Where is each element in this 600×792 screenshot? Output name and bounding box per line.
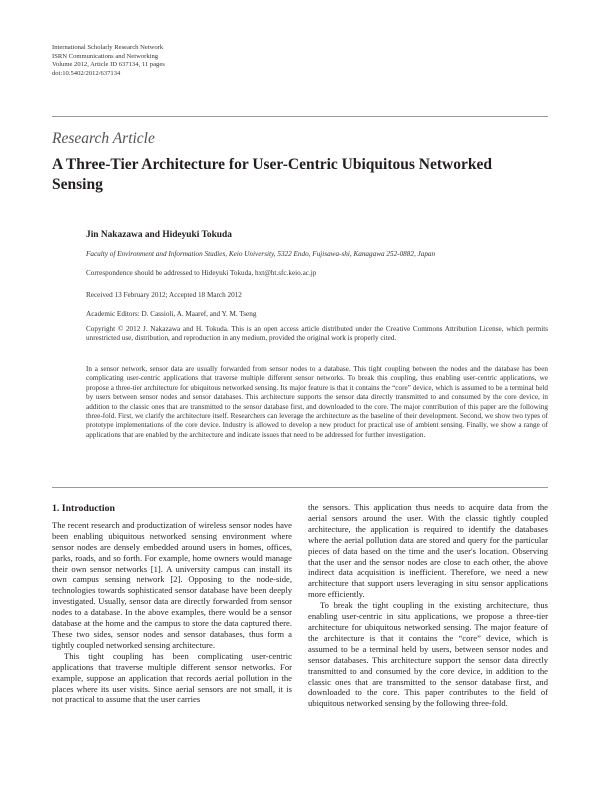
abstract: In a sensor network, sensor data are usually forwarded from sensor nodes to a database. This tight coupling between the nodes and the database has been complicating user-centric applications that traverse multiple different sensor networks. To break this coupling, thus enabling user-centric applications, we propose a three-tier architecture for ubiquitous networked sensing. Its major feature is that it contains the “core” device, which is assumed to be a terminal held by users between sensor nodes and sensor databases. This architecture supports the sensor data directly transmitted to and consumed by the core device, in addition to the classic ones that are transmitted to the sensor database first, and downloaded to the core. The major contribution of this paper are the following three-fold. First, we clarify the architecture itself. Researchers can leverage the architecture as the baseline of their development. Second, we show two types of prototype implementations of the core device. Industry is allowed to develop a new product for practical use of ambient sensing. Finally, we show a range of applications that are enabled by the architecture and indicate issues that need to be addressed for further investigation. <box>86 365 548 439</box>
volume-info: Volume 2012, Article ID 637134, 11 pages <box>52 61 165 69</box>
divider-bottom <box>52 487 548 488</box>
column-right <box>308 502 548 709</box>
doi: doi:10.5402/2012/637134 <box>52 69 121 77</box>
paragraph: The recent research and productization of wireless sensor nodes have been enabling ubiquitous networked sensing environment where sensor nodes are densely embedded around users in homes, offices, parks, roads, and so forth. For example, home owners would manage their own sensor networks [1]. A university campus can install its own campus sensing network [2]. Opposing to the node-side, technologies towards sophisticated sensor database have been deeply investigated. Usually, sensor data are directly forwarded from sensor nodes to a database. In the above examples, there would be a sensor database at the home and the campus to store the data captured there. These two sides, sensor nodes and sensor databases, thus form a tightly coupled networked sensing architecture. <box>52 519 292 650</box>
paragraph: This tight coupling has been complicating user-centric applications that traverse multiple different sensor networks. For example, suppose an application that records aerial pollution in the places where its user visits. Since aerial sensors are not small, it is not practical to assume that the user carries <box>52 650 292 705</box>
section-heading: 1. Introduction <box>52 503 115 514</box>
column-left <box>52 502 292 705</box>
correspondence: Correspondence should be addressed to Hideyuki Tokuda, hxt@ht.sfc.keio.ac.jp <box>86 269 317 277</box>
journal-name: International Scholarly Research Network <box>52 44 164 51</box>
copyright-notice: Copyright © 2012 J. Nakazawa and H. Tokuda. This is an open access article distributed under the Creative Commons Attribution License, which permits unrestricted use, distribution, and reproduction in any medium, provided the original work is properly cited. <box>86 325 548 343</box>
received-dates: Received 13 February 2012; Accepted 18 March 2012 <box>86 291 242 299</box>
journal-series: ISRN Communications and Networking <box>52 52 159 60</box>
authors: Jin Nakazawa and Hideyuki Tokuda <box>86 230 232 240</box>
affiliation: Faculty of Environment and Information Studies, Keio University, 5322 Endo, Fujisawa-shi, Kanagawa 252-0882, Japan <box>86 250 436 258</box>
paragraph: To break the tight coupling in the existing architecture, thus enabling user-centric in situ applications, we propose a three-tier architecture for ubiquitous networked sensing. The major feature of the architecture is that it contains the “core” device, which is assumed to be a terminal held by users, between sensor nodes and sensor databases. This architecture support the sensor data directly transmitted to and consumed by the core device, in addition to the classic ones that are transmitted to the sensor database first, and downloaded to the core. This paper contributes to the field of ubiquitous networked sensing by the following three-fold. <box>308 600 548 709</box>
journal-metadata <box>52 44 165 78</box>
divider-top <box>52 116 548 117</box>
paper-title: A Three-Tier Architecture for User-Centric Ubiquitous Networked Sensing <box>52 156 492 193</box>
academic-editors: Academic Editors: D. Cassioli, A. Maaref, and Y. M. Tseng <box>86 310 257 318</box>
paragraph: the sensors. This application thus needs to acquire data from the aerial sensors around the user. With the classic tightly coupled architecture, the application is required to identify the databases where the aerial pollution data are stored and query for the particular pieces of data based on the time and the user's location. Observing that the user and the sensor nodes are close to each other, the above indirect data acquisition is inefficient. Therefore, we need a new architecture that support users leveraging in situ sensor applications more efficiently. <box>308 502 548 600</box>
article-type: Research Article <box>52 130 155 147</box>
